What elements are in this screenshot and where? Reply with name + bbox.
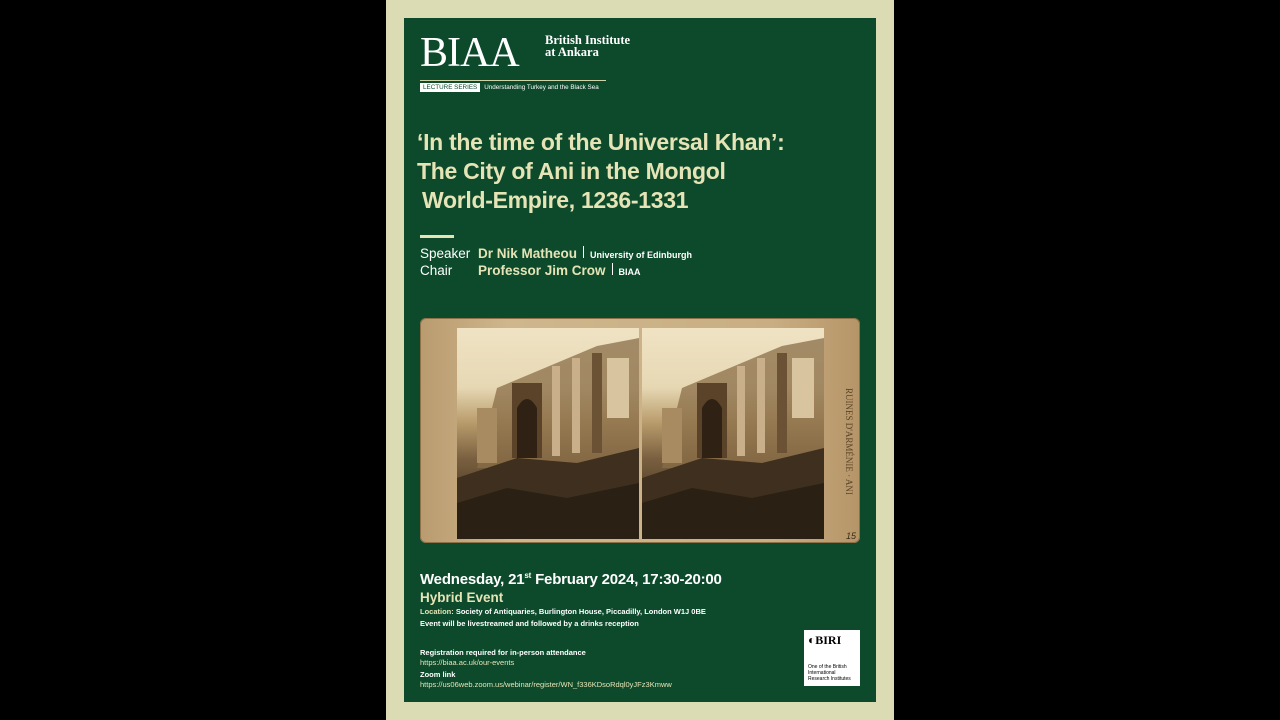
title-line-3: World-Empire, 1236-1331 xyxy=(422,187,689,213)
title-line-1: ‘In the time of the Universal Khan’: xyxy=(417,129,785,155)
lecture-title xyxy=(417,128,857,215)
registration-link[interactable]: https://biaa.ac.uk/our-events xyxy=(420,658,515,667)
date-prefix: Wednesday, 21 xyxy=(420,571,525,588)
date-sup: st xyxy=(524,571,532,580)
registration-label: Registration required for in-person attendance xyxy=(420,648,586,657)
stereograph-card-image xyxy=(420,318,860,543)
biri-logo xyxy=(808,633,841,648)
speaker-affiliation: University of Edinburgh xyxy=(590,250,693,260)
registration-info xyxy=(420,648,586,668)
series-tag: LECTURE SERIES xyxy=(420,83,480,92)
event-datetime xyxy=(420,571,722,588)
chair-role: Chair xyxy=(420,263,453,278)
series-name: Understanding Turkey and the Black Sea xyxy=(484,84,599,91)
location-text: Society of Antiquaries, Burlington House, Piccadilly, London W1J 0BE xyxy=(455,607,706,616)
people-list xyxy=(420,246,692,280)
biaa-logo-text: BIAA xyxy=(420,30,519,76)
event-type: Hybrid Event xyxy=(420,590,504,605)
event-location xyxy=(420,607,706,616)
speaker-row xyxy=(420,246,692,263)
speaker-role: Speaker xyxy=(420,246,471,261)
zoom-label: Zoom link xyxy=(420,670,456,679)
separator xyxy=(612,263,613,275)
biri-circle-icon: ◐ xyxy=(808,633,816,647)
separator xyxy=(583,246,584,258)
biri-logo-box xyxy=(804,630,860,686)
chair-affiliation: BIAA xyxy=(618,267,641,277)
title-divider xyxy=(420,235,454,238)
card-left-margin xyxy=(424,328,454,533)
biri-logo-text: BIRI xyxy=(815,633,842,647)
title-line-2: The City of Ani in the Mongol xyxy=(417,158,726,184)
card-number: 15 xyxy=(845,531,856,541)
lecture-poster xyxy=(404,18,876,702)
biaa-logo-subtitle: British Institute at Ankara xyxy=(545,33,631,59)
chair-name: Professor Jim Crow xyxy=(478,263,606,278)
chair-row xyxy=(420,263,692,280)
date-suffix: February 2024, 17:30-20:00 xyxy=(531,571,722,588)
biri-text: One of the British International Research Institutes xyxy=(808,664,851,682)
speaker-name: Dr Nik Matheou xyxy=(478,246,578,261)
stereo-photo-right xyxy=(642,328,824,539)
biaa-logo xyxy=(420,30,631,76)
card-right-margin xyxy=(828,328,858,533)
stereo-photo-left xyxy=(457,328,639,539)
card-side-text: RUINES D'ARMÉNIE · ANI xyxy=(844,388,854,495)
zoom-link[interactable]: https://us06web.zoom.us/webinar/register/WN_f336KDsoRdql0yJFz3Kmww xyxy=(420,680,672,689)
location-label: Location: xyxy=(420,607,454,616)
stream-note: Event will be livestreamed and followed by a drinks reception xyxy=(420,619,639,628)
zoom-info xyxy=(420,670,672,690)
lecture-series-bar xyxy=(420,80,606,94)
